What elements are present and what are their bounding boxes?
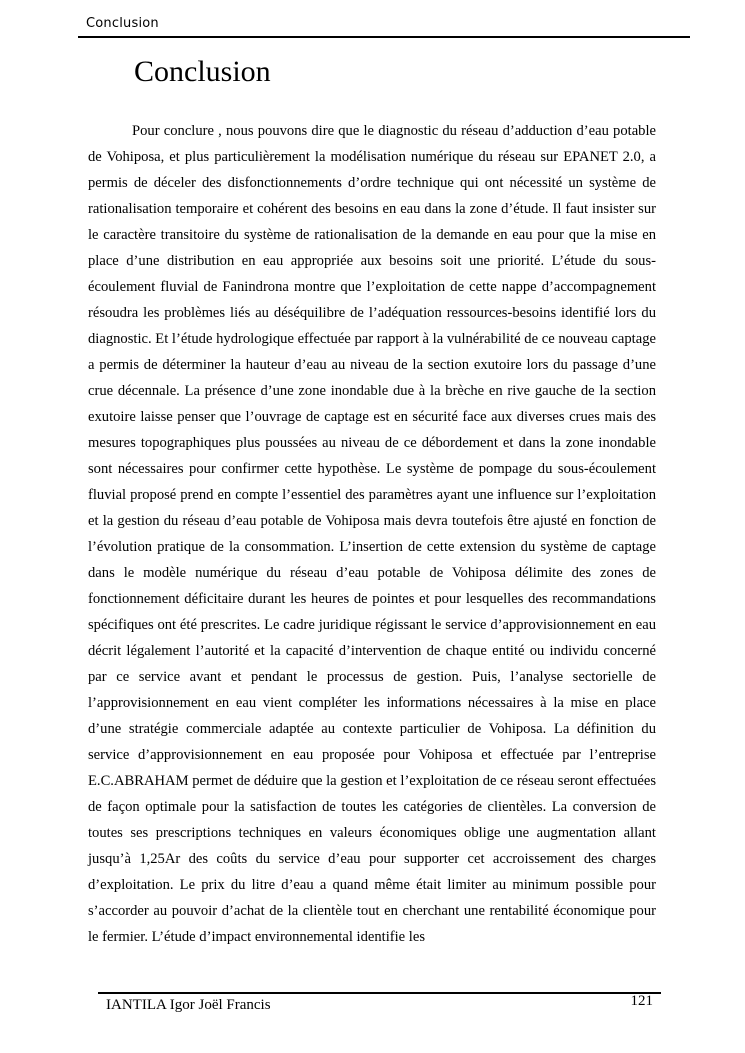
page-title: Conclusion [134, 55, 271, 88]
body-paragraph: Pour conclure , nous pouvons dire que le diagnostic du réseau d’adduction d’eau potable de Vohiposa, et plus particulièrement la modélisation numérique du réseau sur EPANET 2.0, a permis de déceler des disfonctionnements d’ordre technique qui ont nécessité un système de rationalisation temporaire et cohérent des besoins en eau dans la zone d’étude. Il faut insister sur le caractère transitoire du système de rationalisation de la demande en eau pour que la mise en place d’une distribution en eau appropriée aux besoins soit une priorité. L’étude du sous-écoulement fluvial de Fanindrona montre que l’exploitation de cette nappe d’accompagnement résoudra les problèmes liés au déséquilibre de l’adéquation ressources-besoins identifié lors du diagnostic. Et l’étude hydrologique effectuée par rapport à la vulnérabilité de ce nouveau captage a permis de déterminer la hauteur d’eau au niveau de la section exutoire lors du passage d’une crue décennale. La présence d’une zone inondable due à la brèche en rive gauche de la section exutoire laisse penser que l’ouvrage de captage est en sécurité face aux diverses crues mais des mesures topographiques plus poussées au niveau de ce débordement et dans la zone inondable sont nécessaires pour confirmer cette hypothèse. Le système de pompage du sous-écoulement fluvial proposé prend en compte l’essentiel des paramètres ayant une influence sur l’exploitation et la gestion du réseau d’eau potable de Vohiposa mais devra toutefois être ajusté en fonction de l’évolution pratique de la consommation. L’insertion de cette extension du système de captage dans le modèle numérique du réseau d’eau potable de Vohiposa délimite des zones de fonctionnement déficitaire durant les heures de pointes et pour lesquelles des recommandations spécifiques ont été prescrites. Le cadre juridique régissant le service d’approvisionnement en eau décrit légalement l’autorité et la capacité d’intervention de chaque entité ou individu concerné par ce service avant et pendant le processus de gestion. Puis, l’analyse sectorielle de l’approvisionnement en eau vient compléter les informations nécessaires à la mise en place d’une stratégie commerciale adaptée au contexte particulier de Vohiposa. La définition du service d’approvisionnement en eau proposée pour Vohiposa et effectuée par l’entreprise E.C.ABRAHAM permet de déduire que la gestion et l’exploitation de ce réseau seront effectuées de façon optimale pour la satisfaction de toutes les catégories de clientèles. La conversion de toutes ses prescriptions techniques en valeurs économiques oblige une augmentation allant jusqu’à 1,25Ar des coûts du service d’eau pour supporter cet accroissement des charges d’exploitation. Le prix du litre d’eau a quand même était limiter au minimum possible pour s’accorder au pouvoir d’achat de la clientèle tout en cherchant une rentabilité économique pour le fermier. L’étude d’impact environnemental identifie les [88, 123, 656, 945]
running-header-title: Conclusion [86, 16, 159, 31]
footer-author: IANTILA Igor Joël Francis [106, 997, 271, 1013]
header-divider [78, 36, 690, 38]
page-number: 121 [630, 993, 653, 1009]
footer-divider [98, 992, 661, 994]
